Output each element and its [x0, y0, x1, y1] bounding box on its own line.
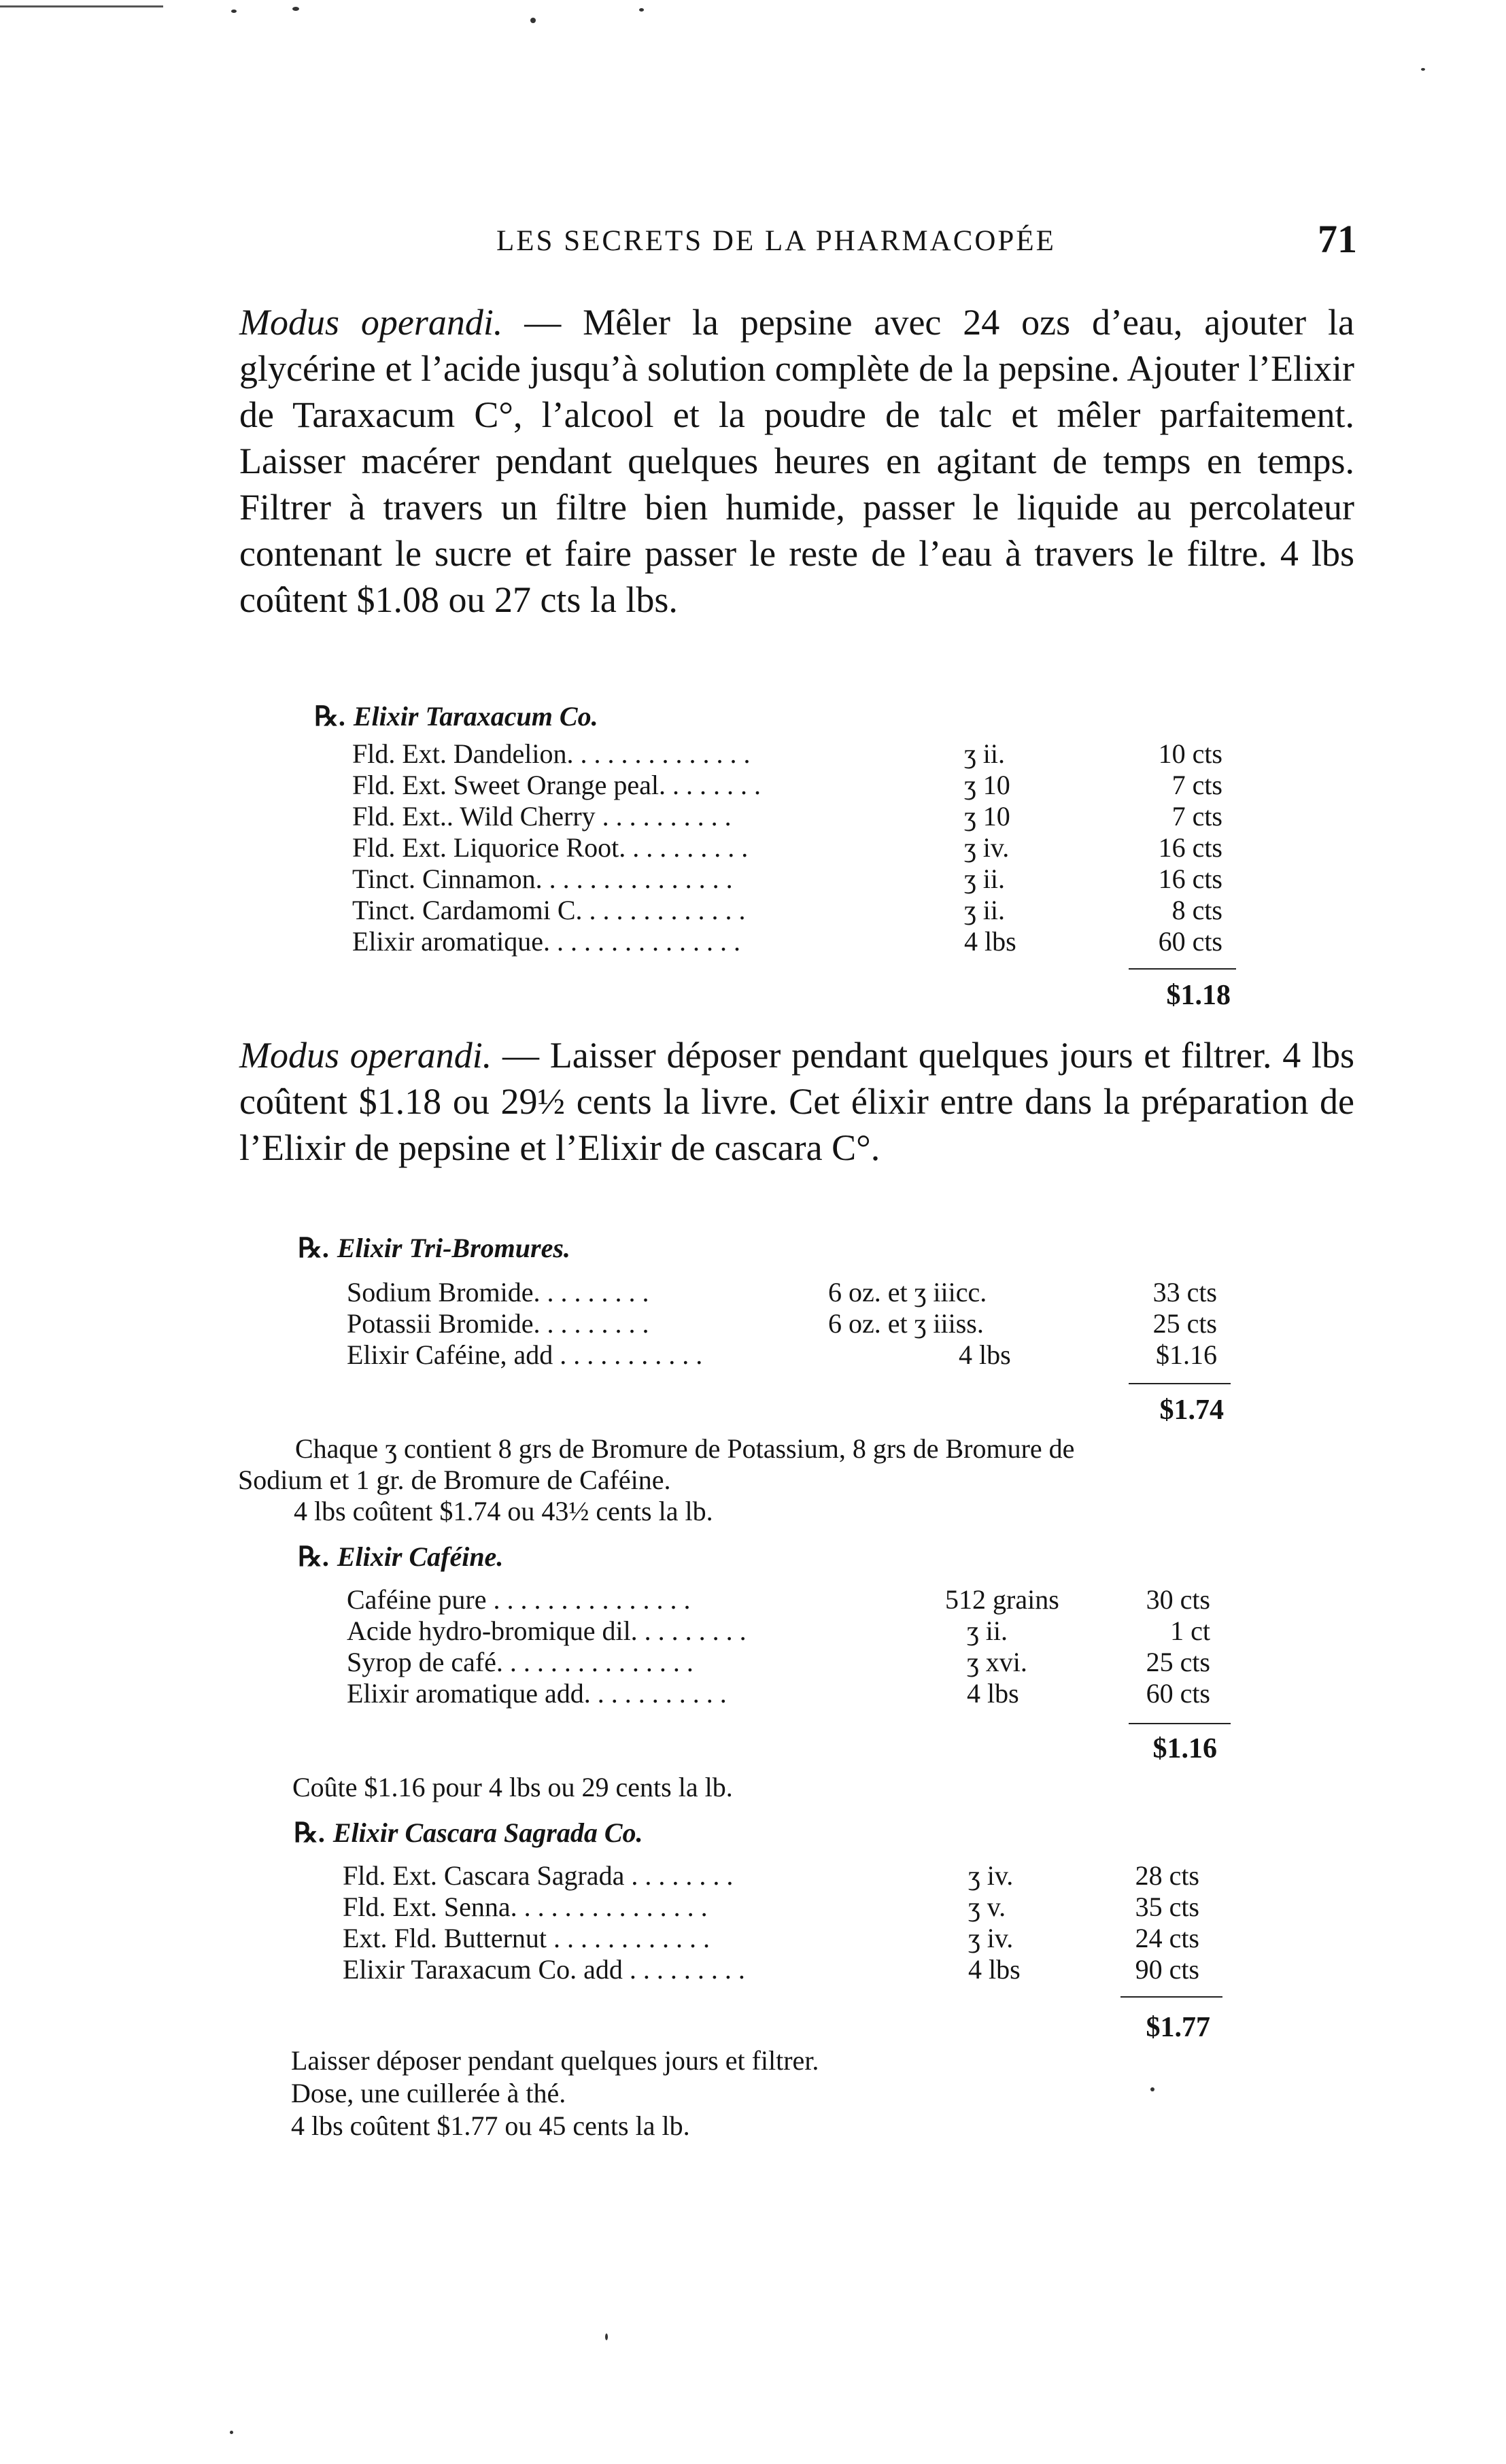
price: 30 cts: [1146, 1584, 1210, 1615]
ingredient: Ext. Fld. Butternut . . . . . . . . . . . .: [343, 1923, 710, 1953]
recipe-title-text: Elixir Tri-Bromures.: [337, 1233, 570, 1263]
price: 60 cts: [1146, 1678, 1210, 1709]
price: 25 cts: [1152, 1308, 1217, 1339]
ingredient: Elixir Taraxacum Co. add . . . . . . . . .: [343, 1954, 745, 1985]
ingredient: Fld. Ext. Cascara Sagrada . . . . . . . .: [343, 1860, 734, 1891]
modus-operandi-paragraph: [239, 1032, 1354, 1171]
recipe-note: 4 lbs coûtent $1.77 ou 45 cents la lb.: [291, 2110, 690, 2141]
ingredient: Acide hydro-bromique dil. . . . . . . . .: [347, 1615, 747, 1646]
ingredient: Caféine pure . . . . . . . . . . . . . . .: [347, 1584, 691, 1615]
quantity: ʒ iv.: [968, 1923, 1014, 1953]
quantity: 4 lbs: [968, 1954, 1021, 1985]
price: 10 cts: [1158, 738, 1222, 769]
ingredient: Fld. Ext. Sweet Orange peal. . . . . . . .: [352, 770, 761, 800]
ingredient: Syrop de café. . . . . . . . . . . . . . .: [347, 1647, 694, 1677]
quantity: 4 lbs: [964, 926, 1016, 957]
quantity: ʒ ii.: [967, 1615, 1008, 1646]
scan-speck: [230, 2431, 233, 2434]
quantity: 6 oz. et ʒ iiicc.: [828, 1277, 987, 1307]
price: 60 cts: [1158, 926, 1222, 957]
recipe-title-text: Elixir Caféine.: [337, 1541, 504, 1572]
scan-speck: [1421, 68, 1425, 71]
price: 35 cts: [1135, 1892, 1199, 1922]
ingredient: Elixir aromatique add. . . . . . . . . . .: [347, 1678, 727, 1709]
modus-operandi-label: Modus operandi.: [239, 1035, 492, 1076]
quantity: ʒ ii.: [964, 863, 1005, 894]
intro-paragraph: [239, 299, 1354, 623]
quantity: ʒ v.: [968, 1892, 1006, 1922]
recipe-symbol: ℞.: [294, 1817, 325, 1848]
recipe-total: $1.16: [1152, 1733, 1217, 1764]
price: 16 cts: [1158, 863, 1222, 894]
ingredient: Sodium Bromide. . . . . . . . .: [347, 1277, 649, 1307]
scan-speck: [639, 8, 644, 12]
recipe-title-text: Elixir Cascara Sagrada Co.: [332, 1817, 643, 1848]
price: 33 cts: [1152, 1277, 1217, 1307]
ingredient: Elixir Caféine, add . . . . . . . . . . .: [347, 1339, 703, 1370]
price: 90 cts: [1135, 1954, 1199, 1985]
scan-speck: [1150, 2087, 1154, 2091]
ingredient: Tinct. Cinnamon. . . . . . . . . . . . . . .: [352, 863, 733, 894]
total-rule: [1129, 968, 1236, 970]
quantity: ʒ iv.: [968, 1860, 1014, 1891]
price: 7 cts: [1171, 770, 1222, 800]
quantity: ʒ xvi.: [967, 1647, 1027, 1677]
scan-speck: [231, 10, 237, 13]
recipe-title-cascara: [294, 1817, 643, 1849]
quantity: 512 grains: [945, 1584, 1059, 1615]
total-rule: [1129, 1383, 1231, 1384]
quantity: 4 lbs: [967, 1678, 1019, 1709]
recipe-title-text: Elixir Taraxacum Co.: [353, 701, 598, 732]
paragraph-text: — Laisser déposer pendant quelques jours et filtrer. 4 lbs coûtent $1.18 ou 29½ cents la livre. Cet élixir entre dans la préparation de l’Elixir de pepsine et l’Elixir de cascara C°.: [239, 1035, 1354, 1168]
recipe-symbol: ℞.: [298, 1541, 329, 1572]
price: 7 cts: [1171, 801, 1222, 832]
ingredient: Fld. Ext. Liquorice Root. . . . . . . . . .: [352, 832, 749, 863]
recipe-title-tribromures: [298, 1232, 570, 1264]
price: $1.16: [1156, 1339, 1217, 1370]
price: 1 ct: [1170, 1615, 1210, 1646]
recipe-note: Laisser déposer pendant quelques jours et filtrer.: [291, 2045, 819, 2076]
recipe-note: Coûte $1.16 pour 4 lbs ou 29 cents la lb.: [292, 1772, 733, 1802]
price: 16 cts: [1158, 832, 1222, 863]
quantity: ʒ ii.: [964, 738, 1005, 769]
ingredient: Tinct. Cardamomi C. . . . . . . . . . . . .: [352, 895, 746, 925]
ingredient: Fld. Ext.. Wild Cherry . . . . . . . . . .: [352, 801, 732, 832]
recipe-note: Dose, une cuillerée à thé.: [291, 2078, 566, 2108]
recipe-symbol: ℞.: [314, 701, 345, 732]
ingredient: Elixir aromatique. . . . . . . . . . . . . . .: [352, 926, 741, 957]
price: 28 cts: [1135, 1860, 1199, 1891]
quantity: 4 lbs: [959, 1339, 1011, 1370]
scan-edge-rule: [0, 5, 163, 7]
ingredient: Fld. Ext. Dandelion. . . . . . . . . . . . . .: [352, 738, 751, 769]
page-number: 71: [1318, 217, 1357, 261]
price: 25 cts: [1146, 1647, 1210, 1677]
scan-speck: [530, 18, 536, 23]
quantity: ʒ iv.: [964, 832, 1010, 863]
ingredient: Potassii Bromide. . . . . . . . .: [347, 1308, 649, 1339]
recipe-title-taraxacum: [314, 700, 598, 732]
total-rule: [1120, 1996, 1222, 1998]
total-rule: [1129, 1723, 1231, 1724]
recipe-title-cafeine: [298, 1541, 503, 1573]
quantity: ʒ 10: [964, 801, 1010, 832]
modus-operandi-label: Modus operandi.: [239, 302, 503, 343]
recipe-note: Chaque ʒ contient 8 grs de Bromure de Potassium, 8 grs de Bromure de: [295, 1433, 1075, 1464]
quantity: 6 oz. et ʒ iiiss.: [828, 1308, 984, 1339]
recipe-total: $1.74: [1159, 1394, 1224, 1426]
scan-speck: [605, 2333, 608, 2340]
scan-speck: [292, 7, 299, 11]
recipe-total: $1.18: [1166, 980, 1231, 1011]
running-head: LES SECRETS DE LA PHARMACOPÉE: [496, 225, 1056, 257]
quantity: ʒ ii.: [964, 895, 1005, 925]
quantity: ʒ 10: [964, 770, 1010, 800]
price: 8 cts: [1171, 895, 1222, 925]
price: 24 cts: [1135, 1923, 1199, 1953]
recipe-total: $1.77: [1146, 2012, 1210, 2043]
intro-text: — Mêler la pepsine avec 24 ozs d’eau, ajouter la glycérine et l’acide jusqu’à solution complète de la pepsine. Ajouter l’Elixir de Taraxacum C°, l’alcool et la poudre de talc et mêler parfaitement. Laisser macérer pendant quelques heures en agitant de temps en temps. Filtrer à travers un filtre bien humide, passer le liquide au percolateur contenant le sucre et faire passer le reste de l’eau à travers le filtre. 4 lbs coûtent $1.08 ou 27 cts la lbs.: [239, 302, 1354, 620]
recipe-symbol: ℞.: [298, 1233, 329, 1263]
recipe-note: Sodium et 1 gr. de Bromure de Caféine.: [238, 1465, 671, 1495]
recipe-note: 4 lbs coûtent $1.74 ou 43½ cents la lb.: [294, 1496, 713, 1526]
ingredient: Fld. Ext. Senna. . . . . . . . . . . . . . .: [343, 1892, 708, 1922]
